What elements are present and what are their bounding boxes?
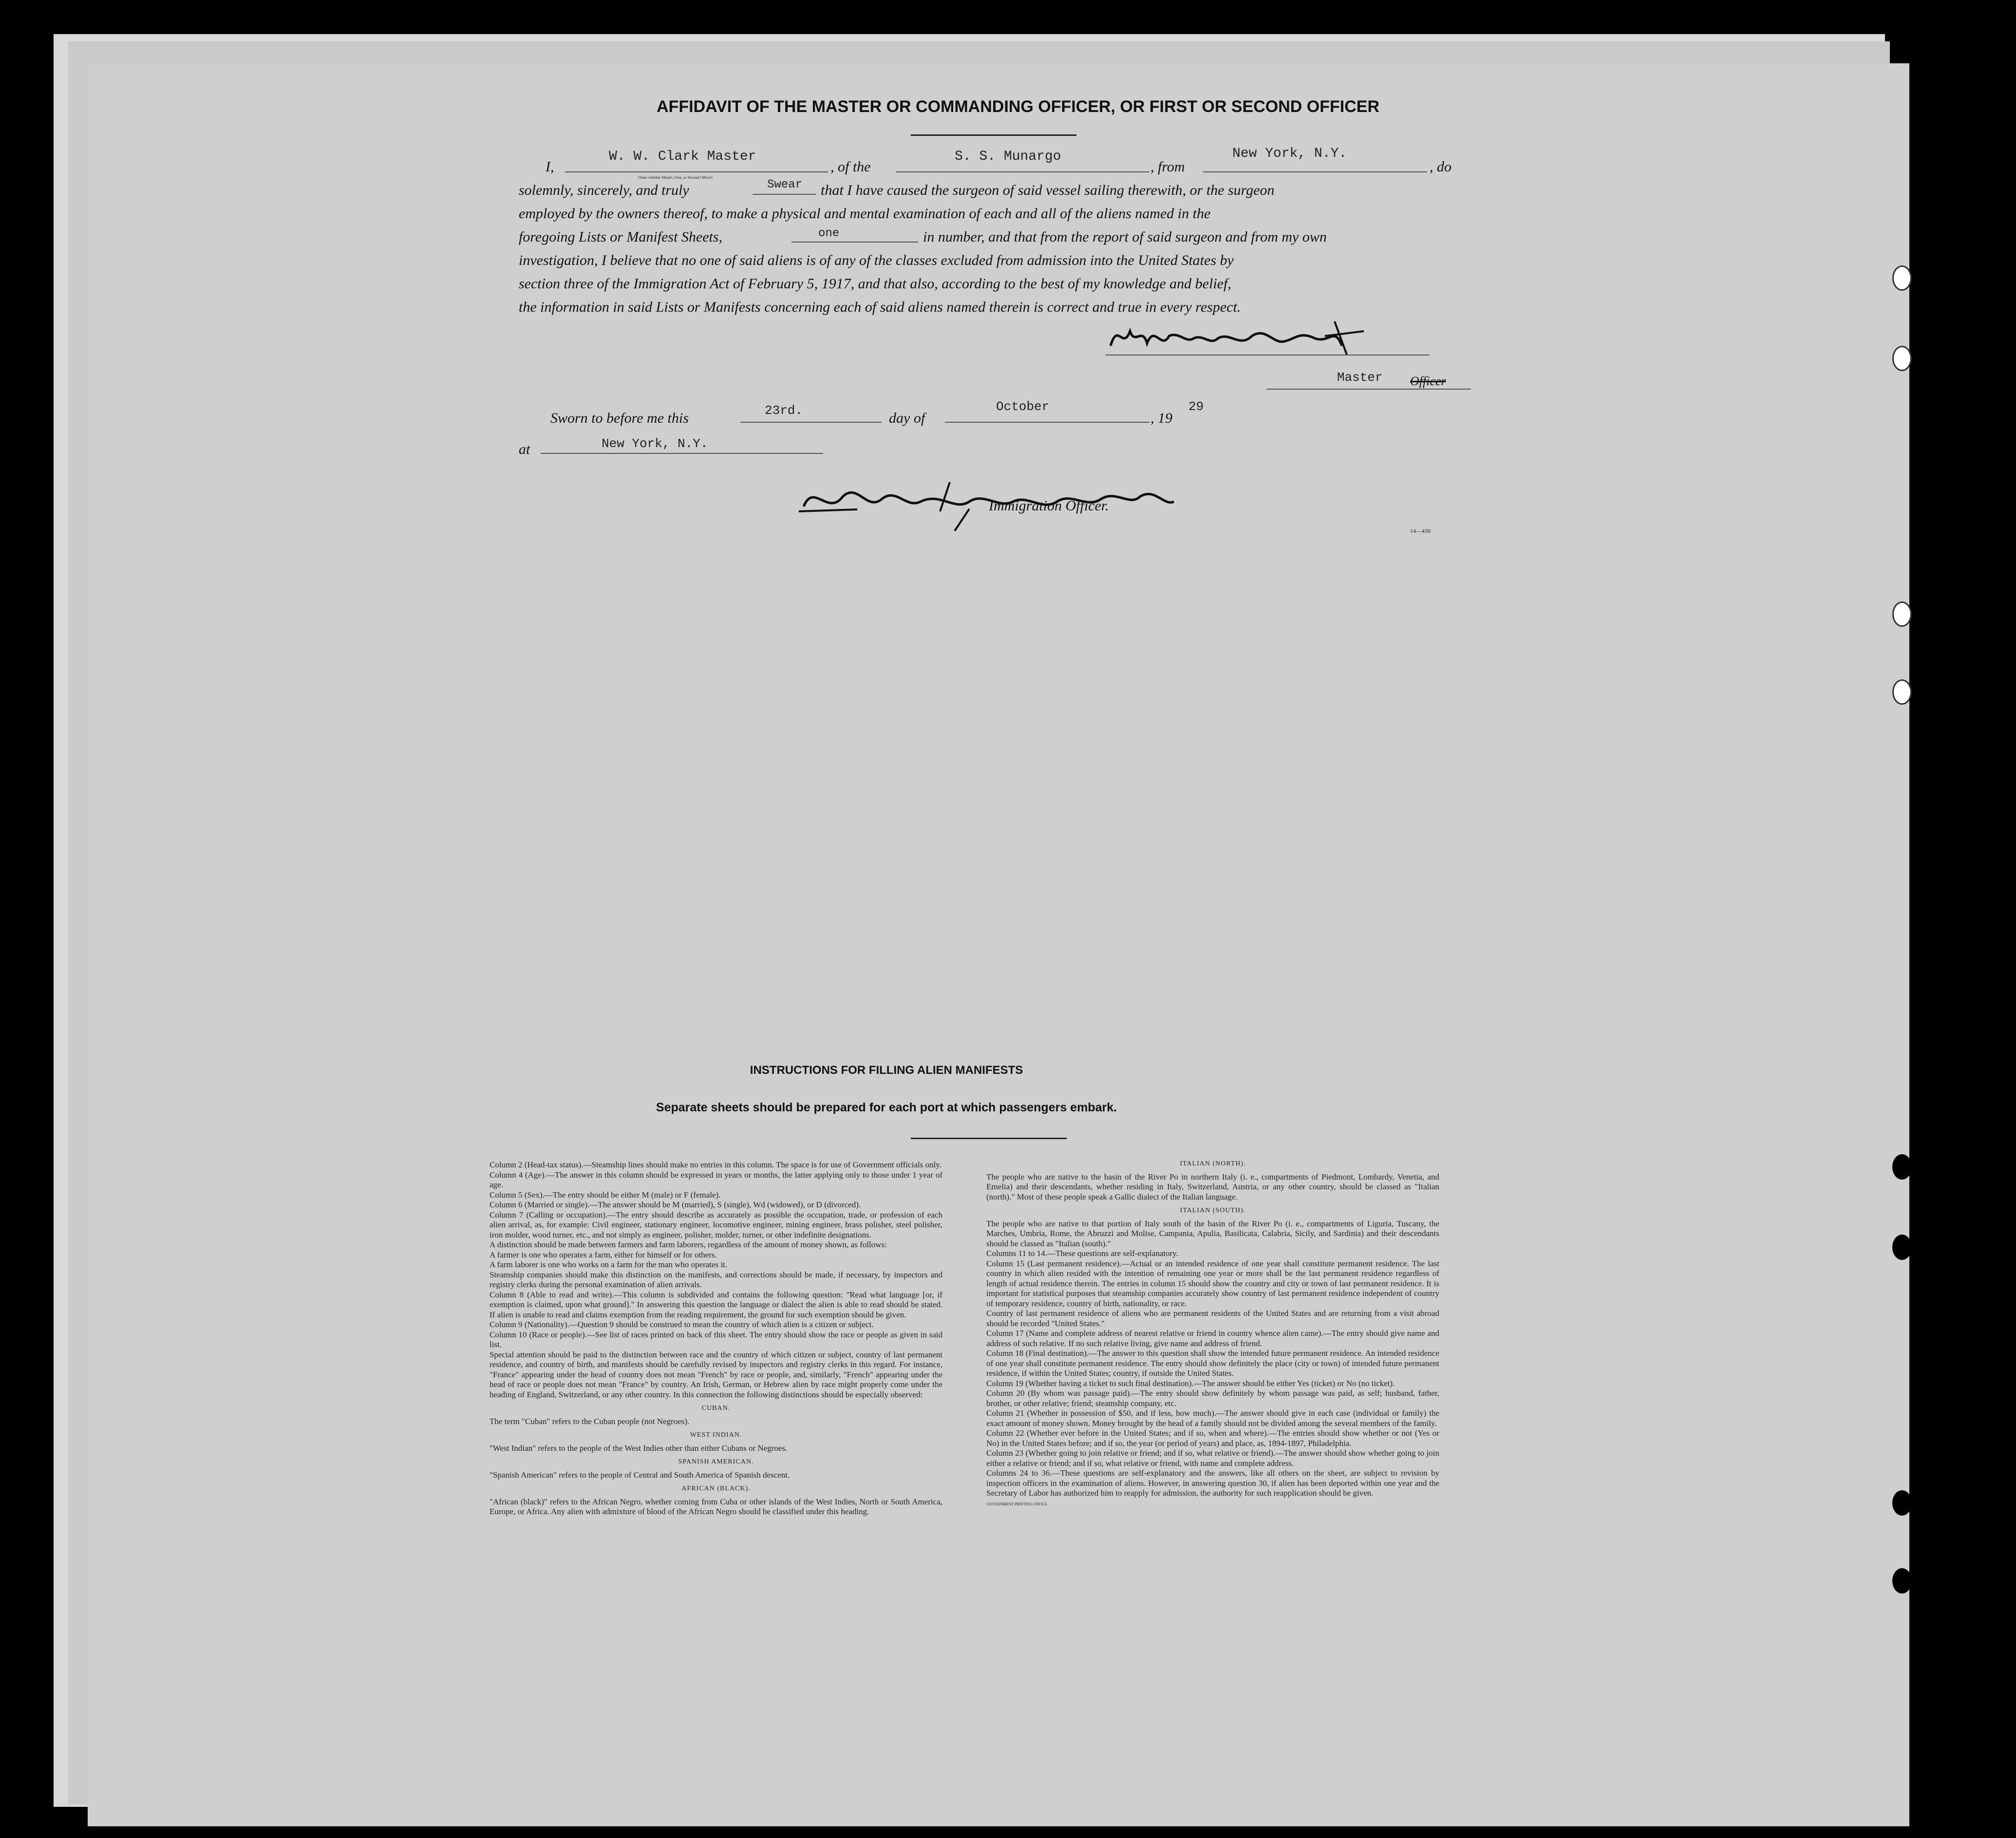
title-divider xyxy=(911,134,1076,136)
cuban-heading: CUBAN. xyxy=(701,1405,731,1412)
binder-hole xyxy=(1892,346,1912,371)
alien-count: one xyxy=(818,227,840,240)
binder-hole xyxy=(1892,679,1912,705)
line1-do: , do xyxy=(1430,159,1451,175)
instructions-title: INSTRUCTIONS FOR FILLING ALIEN MANIFESTS xyxy=(750,1064,1023,1077)
instr-right-p7: Column 21 (Whether in possession of $50, and if less, how much).—The answer should give in each case (individual or family) the exact amount of money shown. Money brought by the head of a family should not be divided among the several members of the family. xyxy=(986,1408,1439,1428)
manifest-sheet xyxy=(88,63,1909,1826)
spanish-american-heading: SPANISH AMERICAN. xyxy=(678,1458,754,1465)
line1-from: , from xyxy=(1150,159,1185,175)
binder-hole xyxy=(1892,601,1912,627)
instr-right-p9: Column 23 (Whether going to join relative or friend; and if so, what relative or friend).—The answer should show whether going to join either a relative or friend; and if so, what relative or friend, with name and complete address. xyxy=(986,1448,1439,1468)
sworn-year: 29 xyxy=(1188,399,1204,414)
master-name-line xyxy=(565,171,828,172)
sworn-text: Sworn to before me this xyxy=(550,410,689,426)
african-heading: AFRICAN (BLACK). xyxy=(681,1485,751,1492)
instr-right-p6: Column 20 (By whom was passage paid).—The entry should show definitely by whom passage was paid, as self; husband, father, brother, or other relative; friend; steamship company, etc. xyxy=(986,1388,1439,1408)
instr-right-p8: Column 22 (Whether ever before in the United States; and if so, when and where).—The entries should show whether or not (Yes or No) in the United States before; and if so, the year (or period of years) and place, as, 1894-1897, Philadelphia. xyxy=(986,1428,1439,1448)
line4-start: foregoing Lists or Manifest Sheets, xyxy=(519,229,723,245)
instr-left-p8: Steamship companies should make this distinction on the manifests, and corrections should be made, if necessary, by inspectors and registry clerks during the personal examination of alien arrivals. xyxy=(490,1270,942,1289)
binder-hole xyxy=(1892,1568,1912,1594)
day-of-text: day of xyxy=(889,410,925,426)
sworn-month: October xyxy=(996,399,1050,414)
west-indian-heading: WEST INDIAN. xyxy=(690,1431,742,1439)
immigration-officer-label: Immigration Officer. xyxy=(989,498,1109,514)
departure-port: New York, N.Y. xyxy=(1232,146,1347,161)
binder-hole xyxy=(1892,1490,1912,1516)
signature-line xyxy=(1106,355,1430,356)
line6: section three of the Immigration Act of February 5, 1917, and that also, according to the best of my knowledge and belief, xyxy=(519,276,1231,292)
vessel-line xyxy=(896,171,1149,172)
binder-hole xyxy=(1892,1154,1912,1180)
line2-end: that I have caused the surgeon of said vessel sailing therewith, or the surgeon xyxy=(821,182,1275,198)
west-indian-text: "West Indian" refers to the people of the West Indies other than either Cubans or Negroes. xyxy=(490,1443,788,1453)
line7: the information in said Lists or Manifests concerning each of said aliens named therein is correct and true in every respect. xyxy=(519,299,1241,315)
vessel-name: S. S. Munargo xyxy=(955,149,1061,164)
instr-left-p7: A farm laborer is one who works on a farm for the man who operates it. xyxy=(490,1260,728,1269)
oath-word: Swear xyxy=(767,178,803,191)
rank-master: Master xyxy=(1337,370,1383,385)
place-line xyxy=(541,453,823,454)
instr-right-p1: Column 15 (Last permanent residence).—Actual or an intended residence of one year shall constitute permanent residence. The last country in which alien resided with the intention of remaining one year or more shall be the last permanent residence regardless of length of actual residence therein. The entries in column 15 should show the country and city or town of last permanent residence. It is important for statistical purposes that steamship companies accurately show country of last permanent residence independent of country of temporary residence, country of birth, nationality, or race. xyxy=(986,1258,1439,1308)
printing-office-mark: GOVERNMENT PRINTING OFFICE xyxy=(986,1501,1047,1506)
day-line xyxy=(740,422,882,423)
line1-i: I, xyxy=(546,159,554,175)
rank-line xyxy=(1266,389,1471,390)
rank-officer-struck: Officer xyxy=(1410,374,1446,388)
count-line xyxy=(791,242,918,243)
instr-left-p9: Column 8 (Able to read and write).—This column is subdivided and contains the following question: "Read what language [or, if exemption is claimed, upon what ground]." In answering this question the language or dialect the alien is able to read should be stated. If alien is unable to read and claims exemption from the reading requirement, the ground for such exemption should be given. xyxy=(490,1290,942,1319)
year-prefix: , 19 xyxy=(1150,410,1172,426)
african-text: "African (black)" refers to the African Negro, whether coming from Cuba or other islands of the West Indies, North or South America, Europe, or Africa. Any alien with admixture of blood of the African Negro should be classified under this heading. xyxy=(490,1497,942,1516)
form-number: 14—430 xyxy=(1410,527,1431,534)
instr-left-p4: Column 7 (Calling or occupation).—The entry should describe as accurately as possible the occupation, trade, or profession of each alien arrival, as, for example: Civil engineer, stationary engineer, locomotive engineer, mining engineer, brass polisher, steel polisher, iron molder, wood turner, etc., and not simply as engineer, polisher, molder, turner, or other indefinite designations. xyxy=(490,1210,942,1239)
instr-left-p12: Special attention should be paid to the distinction between race and the country of which citizen or subject, country of last permanent residence, and country of birth, and manifests should be carefully revised by inspectors and registry clerks in this regard. For instance, "France" appearing under the head of country does not mean "French" by race or people, and, similarly, "French" appearing under the head of race or people does not mean "France" by country. An Irish, German, or Hebrew alien by race might properly come under the heading of England, Switzerland, or any other country. In this connection the following distinctions should be especially observed: xyxy=(490,1350,942,1399)
instructions-subtitle: Separate sheets should be prepared for each port at which passengers embark. xyxy=(656,1101,1117,1114)
italian-south-heading: ITALIAN (SOUTH). xyxy=(1180,1207,1246,1214)
binder-hole xyxy=(1892,265,1912,291)
instr-right-p3: Column 17 (Name and complete address of nearest relative or friend in country whence alien came).—The entry should give name and address of such relative. If no such relative living, give name and address of friend. xyxy=(986,1329,1439,1348)
master-signature xyxy=(1106,317,1447,360)
oath-line xyxy=(753,194,816,195)
instr-left-p5: A distinction should be made between farmers and farm laborers, regardless of the amount of money shown, as follows: xyxy=(490,1240,887,1249)
line1-of-the: , of the xyxy=(830,159,871,175)
master-name: W. W. Clark Master xyxy=(609,149,756,164)
instr-right-p0: Columns 11 to 14.—These questions are self-explanatory. xyxy=(986,1249,1178,1258)
sworn-place: New York, N.Y. xyxy=(602,436,708,451)
month-line xyxy=(945,422,1149,423)
spanish-american-text: "Spanish American" refers to the people of Central and South America of Spanish descent. xyxy=(490,1470,790,1480)
instr-left-p0: Column 2 (Head-tax status).—Steamship lines should make no entries in this column. The space is for use of Government officials only. xyxy=(490,1160,942,1169)
instr-left-p2: Column 5 (Sex).—The entry should be either M (male) or F (female). xyxy=(490,1190,721,1200)
line4-end: in number, and that from the report of said surgeon and from my own xyxy=(923,229,1327,245)
line5: investigation, I believe that no one of said aliens is of any of the classes excluded from admission into the United States by xyxy=(519,252,1234,268)
line3: employed by the owners thereof, to make a physical and mental examination of each and all of the aliens named in the xyxy=(519,206,1211,222)
italian-south-text: The people who are native to that portion of Italy south of the basin of the River Po (i. e., compartments of Liguria, Tuscany, the Marches, Umbria, Rome, the Abruzzi and Molise, Campania, Apulia, Basilicata, Calabria, Sicily, and Sardinia) and their descendants should be classed as "Italian (south)." xyxy=(986,1219,1439,1248)
instr-right-p2: Country of last permanent residence of aliens who are permanent residents of the United States and are returning from a visit abroad should be recorded "United States." xyxy=(986,1309,1439,1328)
officer-rank-note: (State whether Master, First, or Second Officer) xyxy=(638,175,713,180)
cuban-text: The term "Cuban" refers to the Cuban people (not Negroes). xyxy=(490,1416,690,1426)
instr-right-p5: Column 19 (Whether having a ticket to such final destination).—The answer should be either Yes (ticket) or No (no ticket). xyxy=(986,1378,1395,1388)
sworn-day: 23rd. xyxy=(765,403,803,418)
instructions-right-column xyxy=(986,1159,1439,1509)
line2-start: solemnly, sincerely, and truly xyxy=(519,182,689,198)
instr-left-p11: Column 10 (Race or people).—See list of races printed on back of this sheet. The entry should show the race or people as given in said list. xyxy=(490,1330,942,1349)
instr-right-p4: Column 18 (Final destination).—The answer to this question shall show the intended future permanent residence. An intended residence of one year shall constitute permanent residence. The entry should show definitely the place (city or town) of intended future permanent residence, if within the United States; country, if outside the United States. xyxy=(986,1349,1439,1378)
instr-left-p1: Column 4 (Age).—The answer in this column should be expressed in years or months, the latter applying only to those under 1 year of age. xyxy=(490,1170,942,1189)
instr-left-p10: Column 9 (Nationality).—Question 9 should be construed to mean the country of which alien is a citizen or subject. xyxy=(490,1320,874,1329)
at-text: at xyxy=(519,441,530,457)
port-line xyxy=(1203,171,1427,172)
instr-left-p3: Column 6 (Married or single).—The answer should be M (married), S (single), Wd (widowed), or D (divorced). xyxy=(490,1200,861,1209)
italian-north-text: The people who are native to the basin of the River Po in northern Italy (i. e., compartments of Piedmont, Lombardy, Venetia, and Emelia) and their descendants, whether residing in Italy, Switzerland, Austria, or any other country, should be classed as "Italian (north)." Most of these people speak a Gallic dialect of the Italian language. xyxy=(986,1172,1439,1201)
affidavit-title: AFFIDAVIT OF THE MASTER OR COMMANDING OFFICER, OR FIRST OR SECOND OFFICER xyxy=(657,97,1379,116)
instructions-divider xyxy=(911,1138,1067,1139)
instructions-left-column xyxy=(490,1160,942,1517)
binder-hole xyxy=(1892,1235,1912,1260)
italian-north-heading: ITALIAN (NORTH). xyxy=(1180,1160,1246,1167)
instr-right-p10: Columns 24 to 36.—These questions are self-explanatory and the answers, like all others on the sheet, are subject to revision by inspection officers in the examination of aliens. However, in answering question 30, if alien has been deported within one year and the Secretary of Labor has authorized him to reapply for admission, the authority for such reapplication should be given. xyxy=(986,1468,1439,1498)
instr-left-p6: A farmer is one who operates a farm, either for himself or for others. xyxy=(490,1250,717,1259)
